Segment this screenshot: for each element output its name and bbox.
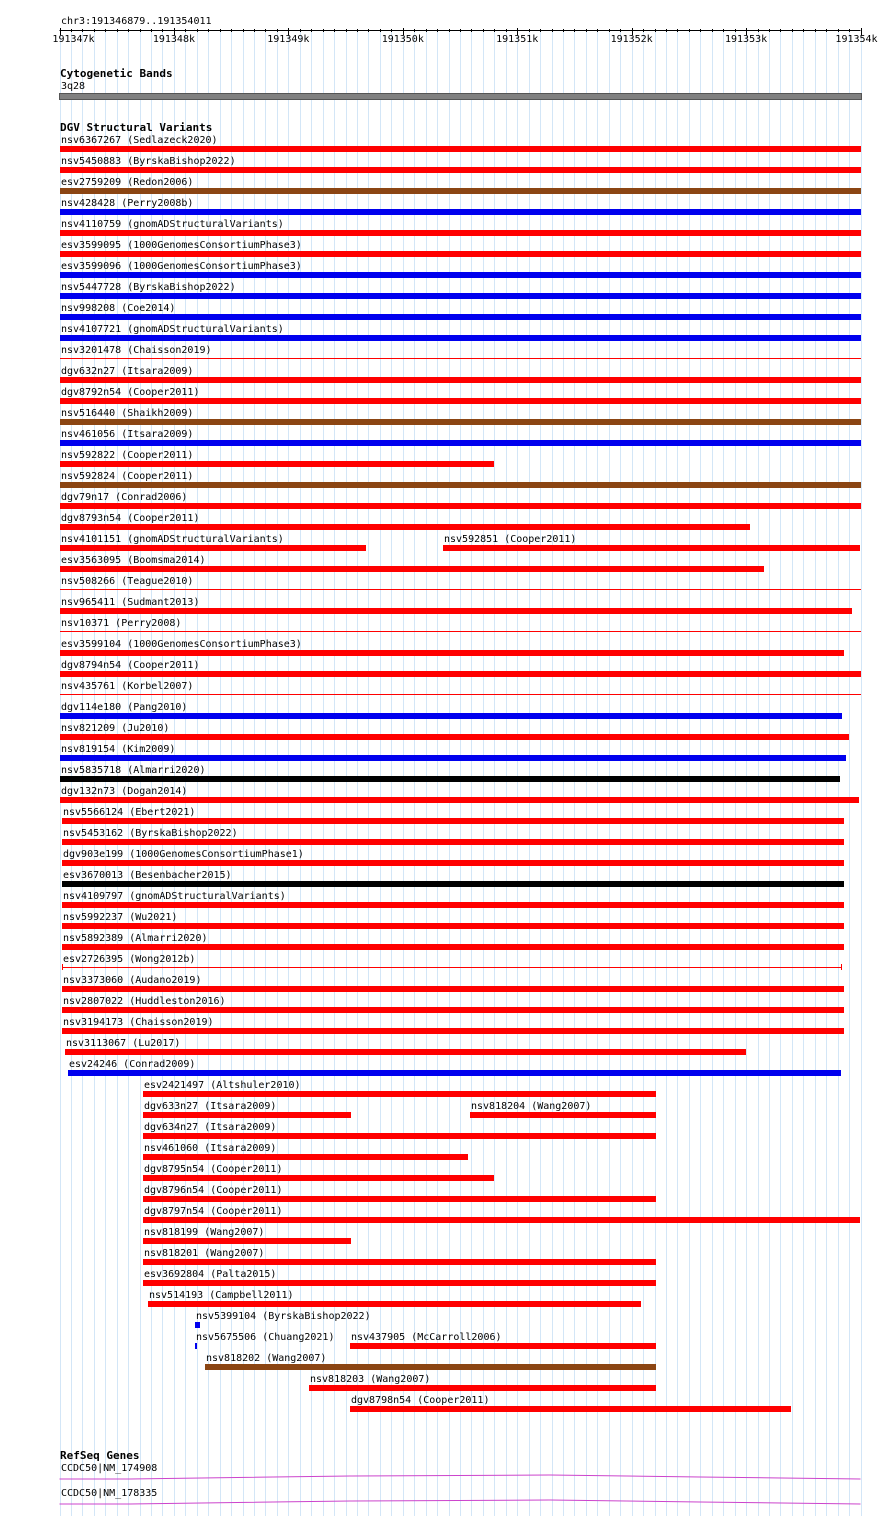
ruler-tick-label: 191352k: [610, 34, 653, 45]
variant-bar[interactable]: [195, 1343, 197, 1349]
variant-label[interactable]: esv3599104 (1000GenomesConsortiumPhase3): [61, 639, 302, 650]
variant-bar[interactable]: [62, 881, 845, 887]
variant-bar[interactable]: [470, 1112, 655, 1118]
variant-bar[interactable]: [60, 272, 861, 278]
variant-label[interactable]: nsv428428 (Perry2008b): [61, 198, 194, 209]
variant-label[interactable]: esv3599096 (1000GenomesConsortiumPhase3): [61, 261, 302, 272]
variant-bar[interactable]: [62, 967, 842, 968]
position-label: chr3:191346879..191354011: [61, 16, 212, 27]
variant-bar[interactable]: [60, 713, 843, 719]
variant-label[interactable]: nsv5835718 (Almarri2020): [61, 765, 206, 776]
variant-bar[interactable]: [62, 1028, 845, 1034]
variant-label[interactable]: nsv6367267 (Sedlazeck2020): [61, 135, 218, 146]
variant-bar[interactable]: [60, 482, 861, 488]
scale-ruler: [0, 28, 890, 48]
variant-bar[interactable]: [60, 335, 861, 341]
variant-label[interactable]: dgv632n27 (Itsara2009): [61, 366, 194, 377]
variant-label[interactable]: nsv592824 (Cooper2011): [61, 471, 194, 482]
variant-bar[interactable]: [60, 230, 861, 236]
ruler-tick-label: 191349k: [267, 34, 310, 45]
variant-label[interactable]: nsv5399104 (ByrskaBishop2022): [196, 1311, 371, 1322]
variant-bar[interactable]: [60, 377, 861, 383]
variant-label[interactable]: nsv461060 (Itsara2009): [144, 1143, 277, 1154]
variant-label[interactable]: nsv3373060 (Audano2019): [63, 975, 202, 986]
variant-bar[interactable]: [60, 419, 861, 425]
variant-label[interactable]: nsv818202 (Wang2007): [206, 1353, 327, 1364]
variant-label[interactable]: nsv818199 (Wang2007): [144, 1227, 265, 1238]
variant-bar[interactable]: [143, 1259, 656, 1265]
variant-bar[interactable]: [60, 797, 860, 803]
variant-label[interactable]: nsv5992237 (Wu2021): [63, 912, 178, 923]
ruler-tick-label: 191347k: [52, 34, 95, 45]
variant-bar[interactable]: [60, 461, 495, 467]
variant-label[interactable]: dgv634n27 (Itsara2009): [144, 1122, 277, 1133]
variant-label[interactable]: nsv10371 (Perry2008): [61, 618, 182, 629]
variant-bar[interactable]: [62, 839, 845, 845]
gene-label[interactable]: CCDC50|NM_178335: [61, 1488, 158, 1499]
variant-bar[interactable]: [143, 1196, 656, 1202]
cytoband-label[interactable]: 3q28: [61, 81, 86, 92]
variant-bar[interactable]: [60, 314, 861, 320]
gene-intron-line: [60, 1475, 861, 1479]
variant-bar[interactable]: [60, 608, 853, 614]
variant-bar[interactable]: [60, 503, 861, 509]
variant-label[interactable]: nsv819154 (Kim2009): [61, 744, 176, 755]
variant-label[interactable]: nsv461056 (Itsara2009): [61, 429, 194, 440]
variant-bar[interactable]: [60, 524, 750, 530]
variant-label[interactable]: nsv5447728 (ByrskaBishop2022): [61, 282, 236, 293]
variant-label[interactable]: esv2726395 (Wong2012b): [63, 954, 196, 965]
ruler-tick-label: 191354k: [835, 34, 878, 45]
variant-bar[interactable]: [60, 631, 861, 632]
variant-label[interactable]: nsv516440 (Shaikh2009): [61, 408, 194, 419]
variant-label[interactable]: nsv5453162 (ByrskaBishop2022): [63, 828, 238, 839]
variant-bar[interactable]: [60, 545, 367, 551]
variant-label[interactable]: dgv903e199 (1000GenomesConsortiumPhase1): [63, 849, 304, 860]
variant-label[interactable]: dgv8793n54 (Cooper2011): [61, 513, 200, 524]
variant-label[interactable]: esv3563095 (Boomsma2014): [61, 555, 206, 566]
variant-label[interactable]: nsv592822 (Cooper2011): [61, 450, 194, 461]
variant-bar[interactable]: [60, 188, 861, 194]
variant-bar[interactable]: [60, 209, 861, 215]
variant-bar[interactable]: [65, 1049, 746, 1055]
ruler-tick-label: 191350k: [381, 34, 424, 45]
variant-bar[interactable]: [143, 1280, 656, 1286]
variant-bar[interactable]: [60, 398, 861, 404]
gene-intron-line: [60, 1500, 861, 1504]
variant-bar[interactable]: [62, 902, 845, 908]
variant-label[interactable]: nsv4109797 (gnomADStructuralVariants): [63, 891, 286, 902]
ruler-tick-label: 191351k: [496, 34, 539, 45]
variant-label[interactable]: nsv5892389 (Almarri2020): [63, 933, 208, 944]
variant-bar[interactable]: [60, 776, 840, 782]
variant-label[interactable]: nsv4101151 (gnomADStructuralVariants): [61, 534, 284, 545]
cytoband-bar[interactable]: [59, 93, 862, 100]
variant-bar[interactable]: [62, 986, 845, 992]
variant-bar[interactable]: [60, 694, 861, 695]
variant-label[interactable]: dgv8792n54 (Cooper2011): [61, 387, 200, 398]
variant-bar[interactable]: [143, 1112, 351, 1118]
variant-label[interactable]: nsv4110759 (gnomADStructuralVariants): [61, 219, 284, 230]
variant-label[interactable]: dgv633n27 (Itsara2009): [144, 1101, 277, 1112]
variant-label[interactable]: nsv5450883 (ByrskaBishop2022): [61, 156, 236, 167]
variant-label[interactable]: nsv998208 (Coe2014): [61, 303, 176, 314]
variant-label[interactable]: nsv818204 (Wang2007): [471, 1101, 592, 1112]
variant-label[interactable]: nsv821209 (Ju2010): [61, 723, 170, 734]
variant-label[interactable]: esv24246 (Conrad2009): [69, 1059, 196, 1070]
variant-bar[interactable]: [60, 440, 861, 446]
cytoband-track-title: Cytogenetic Bands: [60, 67, 173, 80]
variant-label[interactable]: nsv3113067 (Lu2017): [66, 1038, 181, 1049]
variant-bar[interactable]: [68, 1070, 842, 1076]
variant-bar[interactable]: [143, 1133, 656, 1139]
variant-bar[interactable]: [60, 146, 861, 152]
variant-bar[interactable]: [62, 944, 845, 950]
variant-label[interactable]: esv3599095 (1000GenomesConsortiumPhase3): [61, 240, 302, 251]
variant-bar[interactable]: [143, 1238, 351, 1244]
variant-bar[interactable]: [195, 1322, 201, 1328]
variant-bar[interactable]: [350, 1343, 656, 1349]
ruler-tick-label: 191353k: [724, 34, 768, 45]
variant-bar[interactable]: [62, 860, 845, 866]
variant-label[interactable]: nsv3194173 (Chaisson2019): [63, 1017, 214, 1028]
gene-model[interactable]: [0, 1474, 890, 1484]
variant-label[interactable]: dgv114e180 (Pang2010): [61, 702, 188, 713]
variant-bar[interactable]: [60, 671, 861, 677]
ruler-tick-label: 191348k: [152, 34, 195, 45]
variant-label[interactable]: dgv8798n54 (Cooper2011): [351, 1395, 490, 1406]
variant-bar[interactable]: [60, 650, 845, 656]
variant-label[interactable]: esv3692804 (Palta2015): [144, 1269, 277, 1280]
variant-bar[interactable]: [350, 1406, 791, 1412]
variant-label[interactable]: nsv592851 (Cooper2011): [444, 534, 577, 545]
variant-label[interactable]: nsv508266 (Teague2010): [61, 576, 194, 587]
variant-endcap: [62, 964, 63, 970]
variant-label[interactable]: nsv818201 (Wang2007): [144, 1248, 265, 1259]
variant-label[interactable]: nsv4107721 (gnomADStructuralVariants): [61, 324, 284, 335]
variant-label[interactable]: esv3670013 (Besenbacher2015): [63, 870, 232, 881]
variant-bar[interactable]: [60, 358, 861, 359]
variant-bar[interactable]: [62, 818, 845, 824]
variant-bar[interactable]: [443, 545, 861, 551]
variant-label[interactable]: dgv8795n54 (Cooper2011): [144, 1164, 283, 1175]
variant-label[interactable]: dgv8796n54 (Cooper2011): [144, 1185, 283, 1196]
variant-label[interactable]: esv2759209 (Redon2006): [61, 177, 194, 188]
variant-label[interactable]: dgv132n73 (Dogan2014): [61, 786, 188, 797]
variant-bar[interactable]: [205, 1364, 656, 1370]
variant-bar[interactable]: [60, 734, 850, 740]
dgv-track-title: DGV Structural Variants: [60, 121, 213, 134]
variant-label[interactable]: nsv437905 (McCarroll2006): [351, 1332, 502, 1343]
variant-label[interactable]: dgv79n17 (Conrad2006): [61, 492, 188, 503]
variant-label[interactable]: nsv5566124 (Ebert2021): [63, 807, 196, 818]
variant-label[interactable]: nsv818203 (Wang2007): [310, 1374, 431, 1385]
variant-bar[interactable]: [62, 1007, 845, 1013]
variant-label[interactable]: nsv965411 (Sudmant2013): [61, 597, 200, 608]
variant-bar[interactable]: [143, 1175, 494, 1181]
refseq-track-title: RefSeq Genes: [60, 1449, 140, 1462]
variant-label[interactable]: nsv5675506 (Chuang2021): [196, 1332, 335, 1343]
variant-bar[interactable]: [60, 566, 765, 572]
variant-bar[interactable]: [143, 1217, 860, 1223]
variant-bar[interactable]: [62, 923, 845, 929]
variant-label[interactable]: esv2421497 (Altshuler2010): [144, 1080, 301, 1091]
variant-label[interactable]: nsv435761 (Korbel2007): [61, 681, 194, 692]
variant-bar[interactable]: [60, 167, 861, 173]
variant-bar[interactable]: [309, 1385, 656, 1391]
variant-bar[interactable]: [143, 1091, 656, 1097]
variant-bar[interactable]: [60, 293, 861, 299]
variant-bar[interactable]: [148, 1301, 641, 1307]
variant-bar[interactable]: [60, 251, 861, 257]
variant-label[interactable]: dgv8794n54 (Cooper2011): [61, 660, 200, 671]
variant-bar[interactable]: [60, 589, 861, 590]
variant-bar[interactable]: [60, 755, 846, 761]
variant-endcap: [841, 964, 842, 970]
gene-label[interactable]: CCDC50|NM_174908: [61, 1463, 158, 1474]
variant-label[interactable]: nsv3201478 (Chaisson2019): [61, 345, 212, 356]
variant-label[interactable]: dgv8797n54 (Cooper2011): [144, 1206, 283, 1217]
variant-bar[interactable]: [143, 1154, 468, 1160]
gene-model[interactable]: [0, 1499, 890, 1509]
variant-label[interactable]: nsv514193 (Campbell2011): [149, 1290, 294, 1301]
variant-label[interactable]: nsv2807022 (Huddleston2016): [63, 996, 226, 1007]
